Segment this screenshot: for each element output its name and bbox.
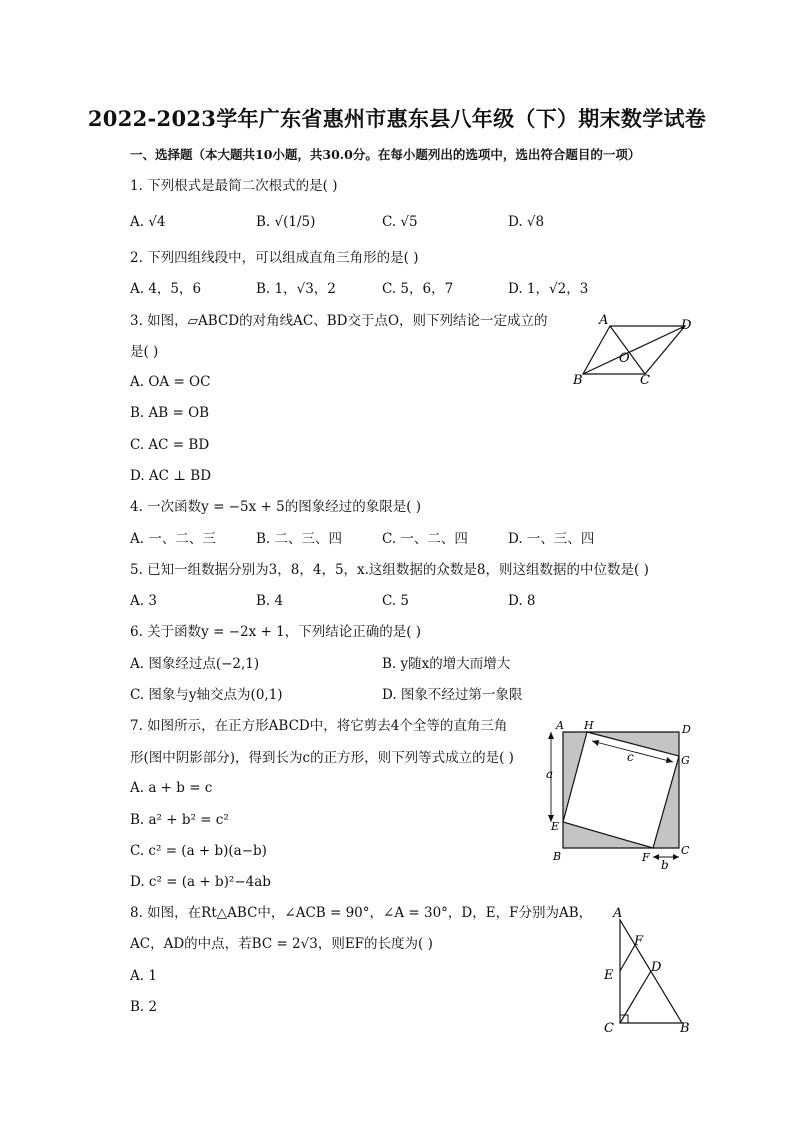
question-4-stem: 4. 一次函数y = −5x + 5的图象经过的象限是( )	[130, 499, 422, 515]
q5-option-b: B. 4	[256, 593, 284, 609]
question-8-stem-line1: 8. 如图，在Rt△ABC中，∠ACB = 90°，∠A = 30°，D，E，F分别为AB，	[130, 905, 593, 921]
question-6-stem: 6. 关于函数y = −2x + 1，下列结论正确的是( )	[130, 624, 422, 640]
label-d: D	[682, 723, 691, 736]
q5-option-d: D. 8	[508, 593, 536, 609]
question-3-stem-line2: 是( )	[130, 344, 159, 360]
label-e: E	[551, 820, 560, 833]
question-8-stem-line2: AC，AD的中点，若BC = 2√3，则EF的长度为( )	[130, 936, 433, 952]
label-f: F	[642, 851, 650, 864]
q7-option-d: D. c² = (a + b)²−4ab	[130, 874, 271, 890]
label-e: E	[604, 968, 614, 983]
label-b: B	[573, 373, 583, 387]
q6-option-d: D. 图象不经过第一象限	[382, 687, 523, 703]
question-1-stem: 1. 下列根式是最简二次根式的是( )	[130, 178, 338, 194]
q5-option-a: A. 3	[130, 593, 157, 609]
q3-option-d: D. AC ⊥ BD	[130, 468, 212, 484]
label-d: D	[651, 960, 662, 975]
q7-option-a: A. a + b = c	[130, 780, 213, 796]
label-f: F	[634, 934, 644, 949]
q1-option-a: A. √4	[130, 214, 166, 230]
label-c: C	[604, 1021, 614, 1036]
q2-option-a: A. 4，5，6	[130, 281, 202, 297]
q3-option-c: C. AC = BD	[130, 437, 210, 453]
q6-option-b: B. y随x的增大而增大	[382, 656, 511, 672]
label-c: C	[640, 373, 650, 387]
parallelogram-figure	[565, 312, 700, 387]
label-o: O	[619, 351, 630, 366]
q3-option-b: B. AB = OB	[130, 405, 210, 421]
triangle-figure	[596, 900, 700, 1040]
label-d: D	[681, 318, 692, 333]
label-c: C	[681, 844, 690, 857]
label-h: H	[584, 719, 594, 732]
q8-option-b: B. 2	[130, 999, 158, 1015]
q2-option-d: D. 1，√2，3	[508, 281, 589, 297]
q1-option-c: C. √5	[382, 214, 418, 230]
q4-option-d: D. 一、三、四	[508, 531, 595, 547]
question-2-stem: 2. 下列四组线段中，可以组成直角三角形的是( )	[130, 250, 419, 266]
label-a: A	[599, 313, 609, 328]
label-b: B	[553, 850, 562, 863]
question-7-stem-line2: 形(图中阴影部分)，得到长为c的正方形，则下列等式成立的是( )	[130, 750, 514, 766]
q5-option-c: C. 5	[382, 593, 410, 609]
q3-option-a: A. OA = OC	[130, 374, 211, 390]
q2-option-c: C. 5，6，7	[382, 281, 454, 297]
label-c-length: c	[627, 750, 634, 764]
q6-option-a: A. 图象经过点(−2,1)	[130, 656, 260, 672]
q4-option-a: A. 一、二、三	[130, 531, 216, 547]
q1-option-b: B. √(1/5)	[256, 214, 316, 230]
q8-option-a: A. 1	[130, 968, 157, 984]
diagonal-ac	[610, 326, 645, 374]
q4-option-c: C. 一、二、四	[382, 531, 468, 547]
arrow-head	[548, 732, 554, 739]
q7-option-c: C. c² = (a + b)(a−b)	[130, 843, 267, 859]
q2-option-b: B. 1，√3，2	[256, 281, 336, 297]
label-a: A	[556, 719, 564, 732]
q6-option-c: C. 图象与y轴交点为(0,1)	[130, 687, 283, 703]
question-5-stem: 5. 已知一组数据分别为3，8，4，5，x.这组数据的众数是8，则这组数据的中位数是( )	[130, 562, 649, 578]
question-3-stem-line1: 3. 如图，▱ABCD的对角线AC、BD交于点O，则下列结论一定成立的	[130, 313, 548, 329]
square-figure	[540, 716, 700, 876]
diagonal-bd	[583, 326, 685, 374]
label-b-length: b	[661, 858, 669, 872]
label-b: B	[680, 1021, 690, 1036]
q7-option-b: B. a² + b² = c²	[130, 812, 229, 828]
q1-option-d: D. √8	[508, 214, 545, 230]
question-7-stem-line1: 7. 如图所示，在正方形ABCD中，将它剪去4个全等的直角三角	[130, 718, 508, 734]
arrow-head	[673, 854, 679, 860]
label-a: A	[613, 906, 623, 921]
label-a-length: a	[546, 767, 554, 781]
arrow-head	[653, 854, 659, 860]
q4-option-b: B. 二、三、四	[256, 531, 343, 547]
page-title: 2022-2023学年广东省惠州市惠东县八年级（下）期末数学试卷	[87, 106, 707, 131]
section-heading: 一、选择题（本大题共10小题，共30.0分。在每小题列出的选项中，选出符合题目的一项）	[130, 147, 641, 162]
label-g: G	[681, 754, 690, 767]
segment-ef	[620, 945, 635, 971]
